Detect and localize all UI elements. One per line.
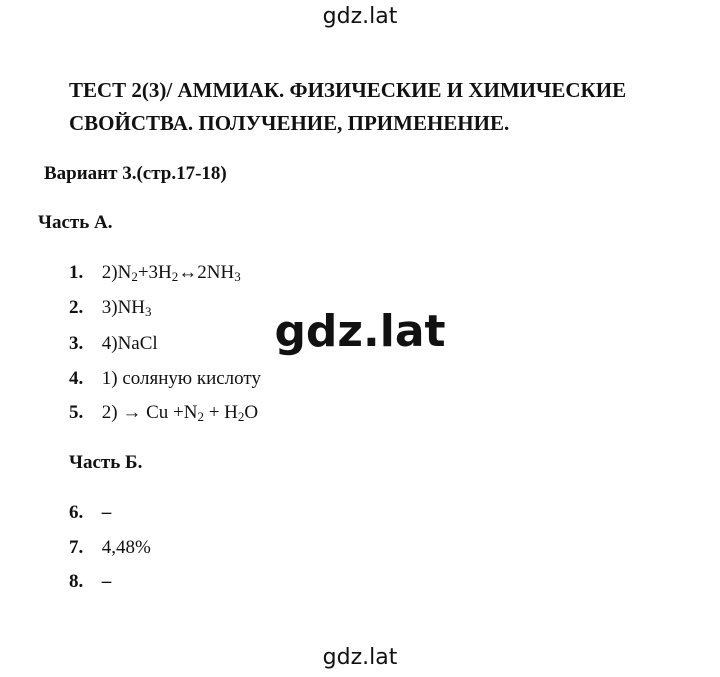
answer-text: 4)NaCl <box>101 333 158 354</box>
answer-text: – <box>101 571 112 592</box>
part-b-heading: Часть Б. <box>69 452 143 473</box>
answer-number: 5. <box>69 402 84 423</box>
answer-item-8 <box>69 571 111 597</box>
variant-heading: Вариант 3.(стр.17-18) <box>44 163 227 184</box>
answer-item-1: 1. $2)N_2+3H_2\leftrightarrow 2NH_3$ <box>69 262 241 284</box>
answer-number: 8. <box>69 571 84 592</box>
part-a-heading: Часть А. <box>38 212 113 233</box>
answer-item-2: 2. $3)NH_3$ <box>69 297 152 319</box>
answer-text: 4,48% <box>101 537 151 558</box>
answer-number: 2. <box>69 297 84 318</box>
watermark-top: gdz.lat <box>322 4 398 29</box>
answer-item-7 <box>69 537 151 563</box>
answer-number: 3. <box>69 333 84 354</box>
title-line-1: ТЕСТ 2(3)/ АММИАК. ФИЗИЧЕСКИЕ И ХИМИЧЕСКИЕ <box>69 78 627 102</box>
watermark-bottom: gdz.lat <box>322 645 398 670</box>
title-line-2: СВОЙСТВА. ПОЛУЧЕНИЕ, ПРИМЕНЕНИЕ. <box>69 111 510 135</box>
answer-item-5: 5. $2) \to Cu +N_2 + H_2O$ <box>69 402 259 424</box>
watermark-center: gdz.lat <box>274 306 446 357</box>
answer-item-6 <box>69 502 111 528</box>
answer-number: 4. <box>69 368 84 389</box>
test-title <box>69 74 709 140</box>
answer-text: 1) соляную кислоту <box>101 368 261 389</box>
answer-number: 7. <box>69 537 84 558</box>
answer-text: – <box>101 502 112 523</box>
answer-item-4 <box>69 368 261 394</box>
answer-number: 6. <box>69 502 84 523</box>
answer-number: 1. <box>69 262 84 283</box>
